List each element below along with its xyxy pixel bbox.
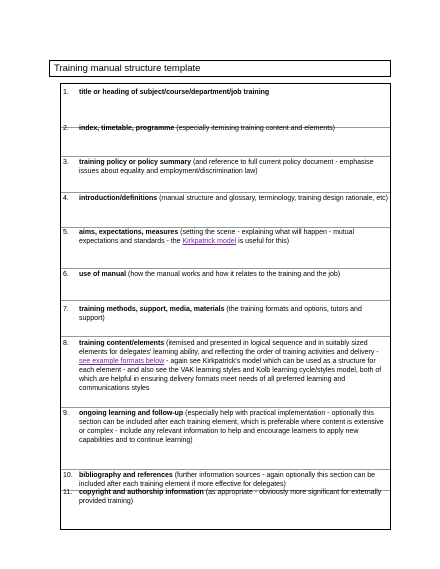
example-formats-link[interactable]: see example formats below [79,358,165,365]
item-description: (manual structure and glossary, terminology, training design rationale, etc) [157,195,389,202]
item-number: 3. [63,159,69,166]
kirkpatrick-model-link[interactable]: Kirkpatrick model [182,238,237,245]
item-number: 7. [63,306,69,313]
item-heading: training methods, support, media, materials [79,306,225,313]
item-description: (especially itemising training content and elements) [174,125,336,132]
item-heading: bibliography and references [79,472,173,479]
item-heading: use of manual [79,271,127,278]
row-divider [61,300,390,301]
row-divider [61,192,390,193]
item-text [79,194,388,203]
item-number: 10. [63,472,73,479]
item-description: (itemised and presented in logical sequence and in suitably sized elements for delegates' learning ability, and reflecting the order of training activities and delivery - [79,340,379,356]
item-text [79,339,388,393]
row-divider [61,407,390,408]
item-heading: ongoing learning and follow-up [79,410,184,417]
page-title: Training manual structure template [54,63,201,74]
item-heading: training content/elements [79,340,165,347]
item-description: (especially help with practical implementation - optionally this section can be included after each training element, which is preferable where content is extensive or complex - include any relevant information to help and encourage learners to apply new capabilities and to continue learning) [79,410,384,444]
item-number: 8. [63,340,69,347]
row-divider [61,268,390,269]
row-divider [61,336,390,337]
item-description: (and reference to full current policy document - emphasise issues about equality and employment/discrimination law) [79,159,374,175]
item-heading: aims, expectations, measures [79,229,179,236]
item-text [79,270,388,279]
item-text [79,124,388,133]
item-text [79,305,388,323]
row-divider [61,469,390,470]
item-description: (setting the scene - explaining what will happen - mutual expectations and standards - the [79,229,355,245]
item-description-end: - again see Kirkpatrick's model which can be used as a structure for each element - and also see the VAK learning styles and Kolb learning cycle/styles model, both of which are helpful in ensuring delivery formats meet needs of all preferred learning and communications styles [79,358,382,392]
item-heading: training policy or policy summary [79,159,192,166]
item-number: 1. [63,89,69,96]
item-description: (further information sources - again optionally this section can be included after each training element if more effective for delegates) [79,472,376,488]
item-heading: introduction/definitions [79,195,158,202]
item-text [79,158,388,176]
item-text [79,228,388,246]
item-description: (how the manual works and how it relates to the training and the job) [126,271,341,278]
item-description: (the training formats and options, tutors and support) [79,306,362,322]
item-description: (as appropriate - obviously more significant for externally provided training) [79,489,382,505]
item-number: 11. [63,489,73,496]
item-heading: copyright and authorship information [79,489,204,496]
item-number: 9. [63,410,69,417]
title-box [49,60,391,77]
item-heading: index, timetable, programme [79,125,175,132]
item-description-end: is useful for this) [236,238,290,245]
item-number: 4. [63,195,69,202]
item-text [79,88,388,97]
structure-table [60,83,391,530]
item-number: 6. [63,271,69,278]
item-text [79,488,388,506]
item-text [79,409,388,445]
item-number: 2. [63,125,69,132]
item-number: 5. [63,229,69,236]
item-heading: title or heading of subject/course/department/job training [79,89,270,96]
item-text [79,471,388,489]
row-divider [61,156,390,157]
